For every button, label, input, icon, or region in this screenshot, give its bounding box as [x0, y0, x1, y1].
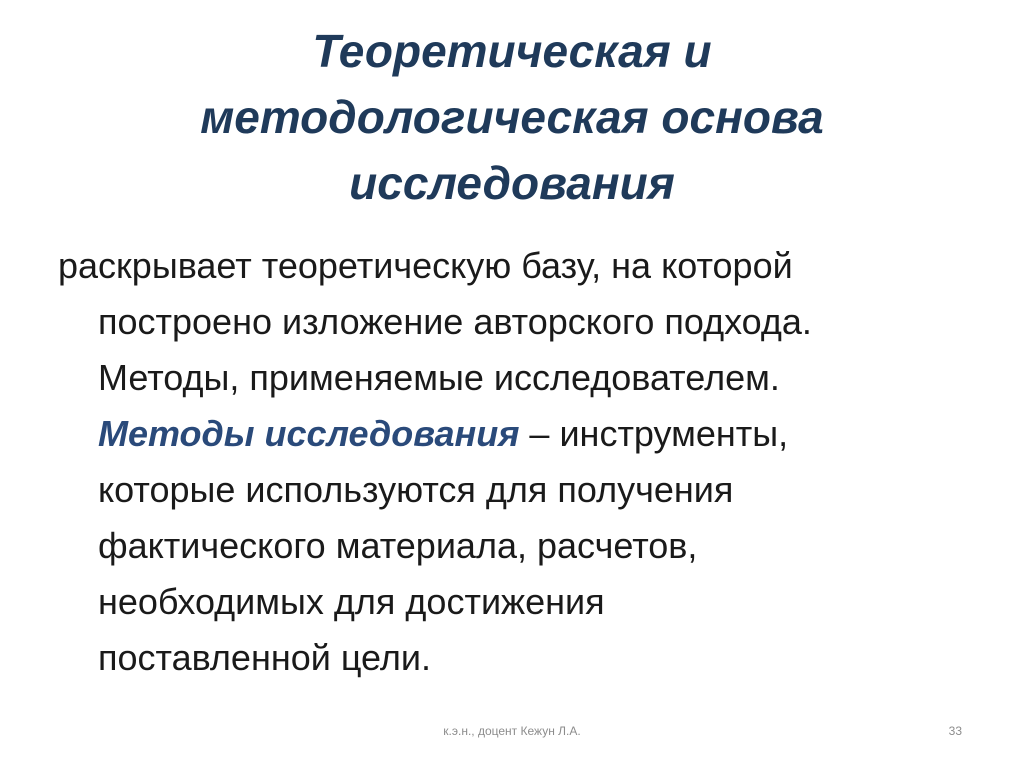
methods-emphasis: Методы исследования: [98, 413, 520, 454]
slide-body: [58, 238, 958, 686]
body-line-8: поставленной цели.: [98, 637, 431, 678]
body-line-1: раскрывает теоретическую базу, на которой: [58, 245, 793, 286]
body-line-2: построено изложение авторского подхода.: [98, 301, 812, 342]
body-line-7: необходимых для достижения: [98, 581, 605, 622]
slide-title-line-1: Теоретическая и: [312, 25, 712, 77]
body-line-3: Методы, применяемые исследователем.: [98, 357, 780, 398]
page-number: 33: [948, 724, 962, 738]
body-line-6: фактического материала, расчетов,: [98, 525, 698, 566]
slide-title: [60, 18, 964, 216]
body-line-4: [58, 406, 958, 462]
slide-title-line-3: исследования: [349, 157, 675, 209]
slide-title-line-2: методологическая основа: [200, 91, 824, 143]
body-line-5: которые используются для получения: [98, 469, 734, 510]
footer-author: к.э.н., доцент Кежун Л.А.: [443, 724, 581, 738]
body-line-4-rest: – инструменты,: [519, 413, 789, 454]
